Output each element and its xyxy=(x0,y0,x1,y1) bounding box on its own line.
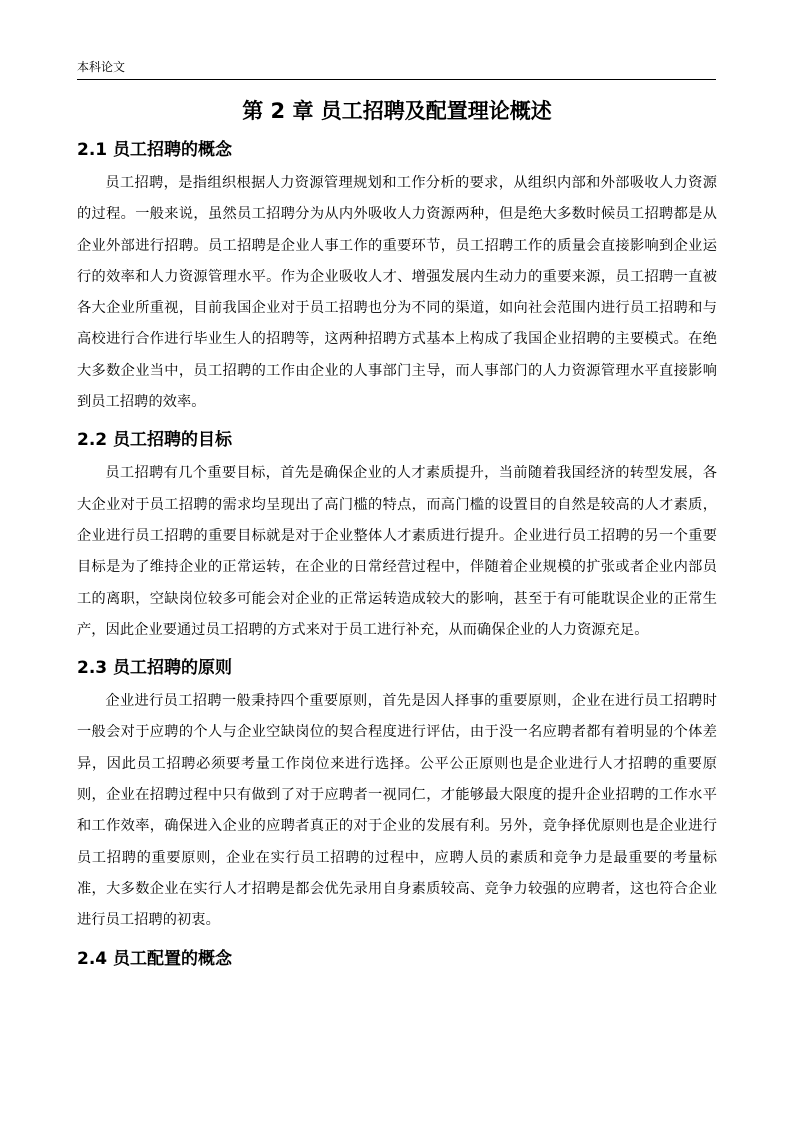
section-paragraph-2-1: 员工招聘，是指组织根据人力资源管理规划和工作分析的要求，从组织内部和外部吸收人力资源的过程。一般来说，虽然员工招聘分为从内外吸收人力资源两种，但是绝大多数时候员工招聘都是从企业外部进行招聘。员工招聘是企业人事工作的重要环节，员工招聘工作的质量会直接影响到企业运行的效率和人力资源管理水平。作为企业吸收人才、增强发展内生动力的重要来源，员工招聘一直被各大企业所重视，目前我国企业对于员工招聘也分为不同的渠道，如向社会范围内进行员工招聘和与高校进行合作进行毕业生人的招聘等，这两种招聘方式基本上构成了我国企业招聘的主要模式。在绝大多数企业当中，员工招聘的工作由企业的人事部门主导，而人事部门的人力资源管理水平直接影响到员工招聘的效率。 xyxy=(77,175,717,411)
section-title-2-3: 2.3 员工招聘的原则 xyxy=(77,658,233,679)
page-body xyxy=(77,96,717,977)
section-title-2-1: 2.1 员工招聘的概念 xyxy=(77,140,233,160)
running-header: 本科论文 xyxy=(77,60,126,74)
section-title-2-4: 2.4 员工配置的概念 xyxy=(77,948,233,969)
section-title-2-2: 2.2 员工招聘的目标 xyxy=(77,430,233,451)
chapter-title: 第 2 章 员工招聘及配置理论概述 xyxy=(242,99,552,123)
section-paragraph-2-2: 员工招聘有几个重要目标，首先是确保企业的人才素质提升，当前随着我国经济的转型发展，各大企业对于员工招聘的需求均呈现出了高门槛的特点，而高门槛的设置目的自然是较高的人才素质，企业进行员工招聘的重要目标就是对于企业整体人才素质进行提升。企业进行员工招聘的另一个重要目标是为了维持企业的正常运转，在企业的日常经营过程中，伴随着企业规模的扩张或者企业内部员工的离职，空缺岗位较多可能会对企业的正常运转造成较大的影响，甚至于有可能耽误企业的正常生产，因此企业要通过员工招聘的方式来对于员工进行补充，从而确保企业的人力资源充足。 xyxy=(77,465,717,638)
section-paragraph-2-3: 企业进行员工招聘一般秉持四个重要原则，首先是因人择事的重要原则，企业在进行员工招聘时一般会对于应聘的个人与企业空缺岗位的契合程度进行评估，由于没一名应聘者都有着明显的个体差异，因此员工招聘必须要考量工作岗位来进行选择。公平公正原则也是企业进行人才招聘的重要原则，企业在招聘过程中只有做到了对于应聘者一视同仁，才能够最大限度的提升企业招聘的工作水平和工作效率，确保进入企业的应聘者真正的对于企业的发展有利。另外，竞争择优原则也是企业进行员工招聘的重要原则，企业在实行员工招聘的过程中，应聘人员的素质和竞争力是最重要的考量标准，大多数企业在实行人才招聘是都会优先录用自身素质较高、竞争力较强的应聘者，这也符合企业进行员工招聘的初衷。 xyxy=(77,693,717,929)
header-divider xyxy=(77,79,716,80)
